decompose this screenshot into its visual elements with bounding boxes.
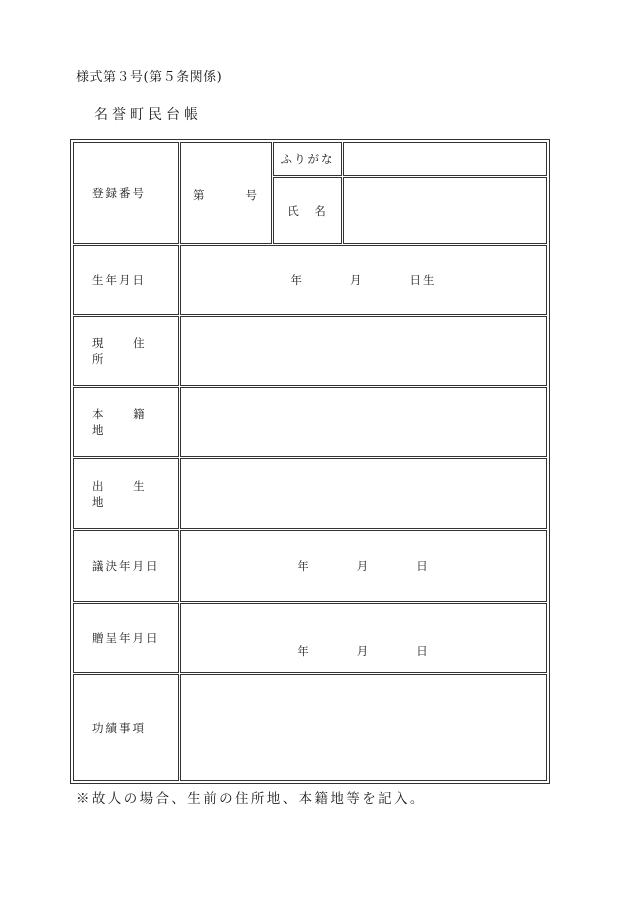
domicile-label: 本 籍 地 <box>73 387 179 457</box>
name-label: 氏 名 <box>273 177 342 244</box>
presentation-day-unit: 日 <box>416 644 430 658</box>
presentation-month-unit: 月 <box>356 644 371 658</box>
birth-day-unit: 日生 <box>409 273 437 287</box>
number-suffix: 号 <box>245 188 259 202</box>
resolution-date-field[interactable] <box>180 530 547 602</box>
registration-number-label: 登録番号 <box>73 142 179 244</box>
furigana-field[interactable] <box>343 142 547 176</box>
resolution-month-unit: 月 <box>356 559 371 573</box>
birth-date-field[interactable] <box>180 245 547 315</box>
form-title: 名誉町民台帳 <box>94 107 202 123</box>
address-field[interactable] <box>180 316 547 386</box>
achievements-field[interactable] <box>180 674 547 781</box>
resolution-year-unit: 年 <box>297 559 311 573</box>
domicile-field[interactable] <box>180 387 547 457</box>
register-table <box>70 139 550 784</box>
birth-year-unit: 年 <box>290 273 304 287</box>
resolution-day-unit: 日 <box>416 559 430 573</box>
address-label: 現 住 所 <box>73 316 179 386</box>
footnote: ※故人の場合、生前の住所地、本籍地等を記入。 <box>76 791 426 807</box>
birthplace-field[interactable] <box>180 458 547 529</box>
resolution-date-label: 議決年月日 <box>73 530 179 602</box>
birth-date-label: 生年月日 <box>73 245 179 315</box>
presentation-date-field[interactable] <box>180 603 547 673</box>
number-prefix: 第 <box>193 188 207 202</box>
form-caption: 様式第３号(第５条関係) <box>76 70 223 85</box>
presentation-date-label: 贈呈年月日 <box>73 603 179 673</box>
name-field[interactable] <box>343 177 547 244</box>
presentation-year-unit: 年 <box>297 644 311 658</box>
registration-number-cell <box>180 142 272 244</box>
achievements-label: 功績事項 <box>73 674 179 781</box>
birthplace-label: 出 生 地 <box>73 458 179 529</box>
furigana-label: ふりがな <box>273 142 342 176</box>
birth-month-unit: 月 <box>350 273 364 287</box>
